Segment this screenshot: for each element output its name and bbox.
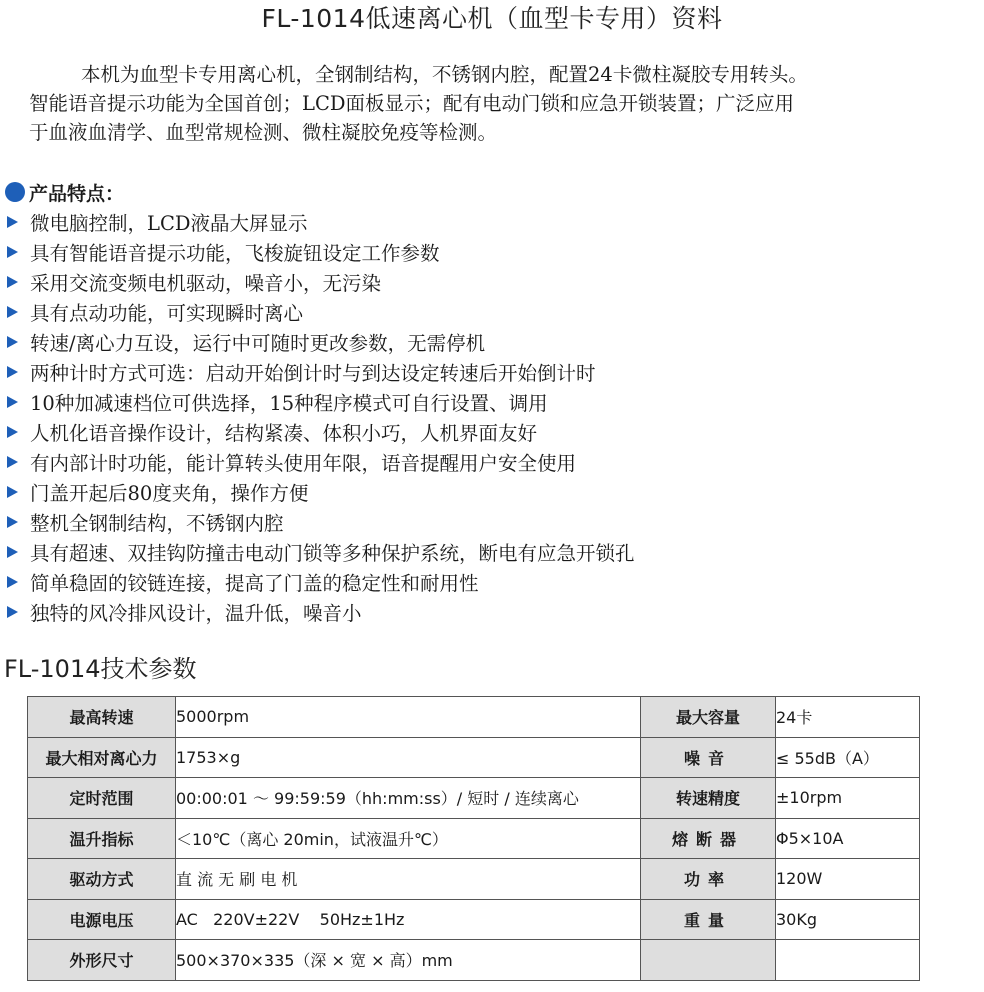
feature-item <box>5 597 635 627</box>
intro-line-2: 智能语音提示功能为全国首创；LCD面板显示；配有电动门锁和应急开锁装置；广泛应用 <box>29 92 795 115</box>
feature-item <box>5 567 635 597</box>
spec-heading: FL-1014技术参数 <box>4 655 197 683</box>
feature-item <box>5 447 635 477</box>
triangle-bullet-icon <box>7 276 18 288</box>
spec-value: 120W <box>776 859 920 900</box>
spec-value: ≤ 55dB（A） <box>776 737 920 778</box>
triangle-bullet-icon <box>7 576 18 588</box>
feature-text: 具有智能语音提示功能，飞梭旋钮设定工作参数 <box>30 242 440 265</box>
feature-text: 10种加减速档位可供选择，15种程序模式可自行设置、调用 <box>30 392 548 415</box>
table-row <box>28 940 920 981</box>
spec-value: 500×370×335（深 × 宽 × 高）mm <box>176 940 641 981</box>
spec-label: 最大容量 <box>641 697 776 738</box>
spec-value: ＜10℃（离心 20min，试液温升℃） <box>176 818 641 859</box>
triangle-bullet-icon <box>7 366 18 378</box>
feature-text: 整机全钢制结构，不锈钢内腔 <box>30 512 284 535</box>
spec-value: 直 流 无 刷 电 机 <box>176 859 641 900</box>
feature-text: 门盖开起后80度夹角，操作方便 <box>30 482 309 505</box>
spec-value: 00:00:01 ～ 99:59:59（hh:mm:ss）/ 短时 / 连续离心 <box>176 778 641 819</box>
spec-value: 24卡 <box>776 697 920 738</box>
feature-text: 人机化语音操作设计，结构紧凑、体积小巧，人机界面友好 <box>30 422 538 445</box>
triangle-bullet-icon <box>7 426 18 438</box>
triangle-bullet-icon <box>7 456 18 468</box>
bullet-dot-icon <box>5 182 25 202</box>
spec-value-empty <box>776 940 920 981</box>
spec-value: 1753×g <box>176 737 641 778</box>
feature-text: 采用交流变频电机驱动，噪音小，无污染 <box>30 272 382 295</box>
spec-table <box>27 696 920 981</box>
spec-label: 最高转速 <box>28 697 176 738</box>
spec-label: 功率 <box>641 859 776 900</box>
feature-text: 具有超速、双挂钩防撞击电动门锁等多种保护系统，断电有应急开锁孔 <box>30 542 635 565</box>
feature-item <box>5 297 635 327</box>
feature-item <box>5 537 635 567</box>
feature-item <box>5 207 635 237</box>
table-row <box>28 818 920 859</box>
table-row <box>28 778 920 819</box>
triangle-bullet-icon <box>7 546 18 558</box>
spec-label-empty <box>641 940 776 981</box>
spec-label: 温升指标 <box>28 818 176 859</box>
feature-item <box>5 417 635 447</box>
features-heading-label: 产品特点： <box>29 182 125 205</box>
feature-text: 两种计时方式可选：启动开始倒计时与到达设定转速后开始倒计时 <box>30 362 596 385</box>
feature-item <box>5 237 635 267</box>
triangle-bullet-icon <box>7 246 18 258</box>
spec-label: 重量 <box>641 899 776 940</box>
features-list <box>5 207 635 627</box>
spec-label: 定时范围 <box>28 778 176 819</box>
feature-text: 有内部计时功能，能计算转头使用年限，语音提醒用户安全使用 <box>30 452 577 475</box>
triangle-bullet-icon <box>7 306 18 318</box>
feature-item <box>5 387 635 417</box>
feature-item <box>5 327 635 357</box>
spec-label: 驱动方式 <box>28 859 176 900</box>
spec-value: 5000rpm <box>176 697 641 738</box>
feature-text: 微电脑控制，LCD液晶大屏显示 <box>30 212 308 235</box>
intro-line-1: 本机为血型卡专用离心机，全钢制结构，不锈钢内腔，配置24卡微柱凝胶专用转头。 <box>81 63 808 86</box>
spec-label: 最大相对离心力 <box>28 737 176 778</box>
table-row <box>28 899 920 940</box>
triangle-bullet-icon <box>7 516 18 528</box>
document-title: FL-1014低速离心机（血型卡专用）资料 <box>261 4 723 33</box>
spec-label: 外形尺寸 <box>28 940 176 981</box>
feature-item <box>5 477 635 507</box>
spec-label: 转速精度 <box>641 778 776 819</box>
feature-item <box>5 357 635 387</box>
triangle-bullet-icon <box>7 396 18 408</box>
spec-label: 电源电压 <box>28 899 176 940</box>
intro-line-3: 于血液血清学、血型常规检测、微柱凝胶免疫等检测。 <box>29 121 498 144</box>
spec-value: AC 220V±22V 50Hz±1Hz <box>176 899 641 940</box>
triangle-bullet-icon <box>7 216 18 228</box>
triangle-bullet-icon <box>7 336 18 348</box>
feature-item <box>5 507 635 537</box>
spec-value: Φ5×10A <box>776 818 920 859</box>
feature-item <box>5 267 635 297</box>
table-row <box>28 737 920 778</box>
spec-value: ±10rpm <box>776 778 920 819</box>
feature-text: 转速/离心力互设，运行中可随时更改参数，无需停机 <box>30 332 486 355</box>
feature-text: 独特的风冷排风设计，温升低，噪音小 <box>30 602 362 625</box>
feature-text: 具有点动功能，可实现瞬时离心 <box>30 302 304 325</box>
feature-text: 简单稳固的铰链连接，提高了门盖的稳定性和耐用性 <box>30 572 479 595</box>
table-row <box>28 859 920 900</box>
triangle-bullet-icon <box>7 606 18 618</box>
features-heading <box>5 178 124 206</box>
triangle-bullet-icon <box>7 486 18 498</box>
spec-label: 噪音 <box>641 737 776 778</box>
intro-paragraph <box>29 60 979 147</box>
table-row <box>28 697 920 738</box>
spec-label: 熔断器 <box>641 818 776 859</box>
spec-value: 30Kg <box>776 899 920 940</box>
